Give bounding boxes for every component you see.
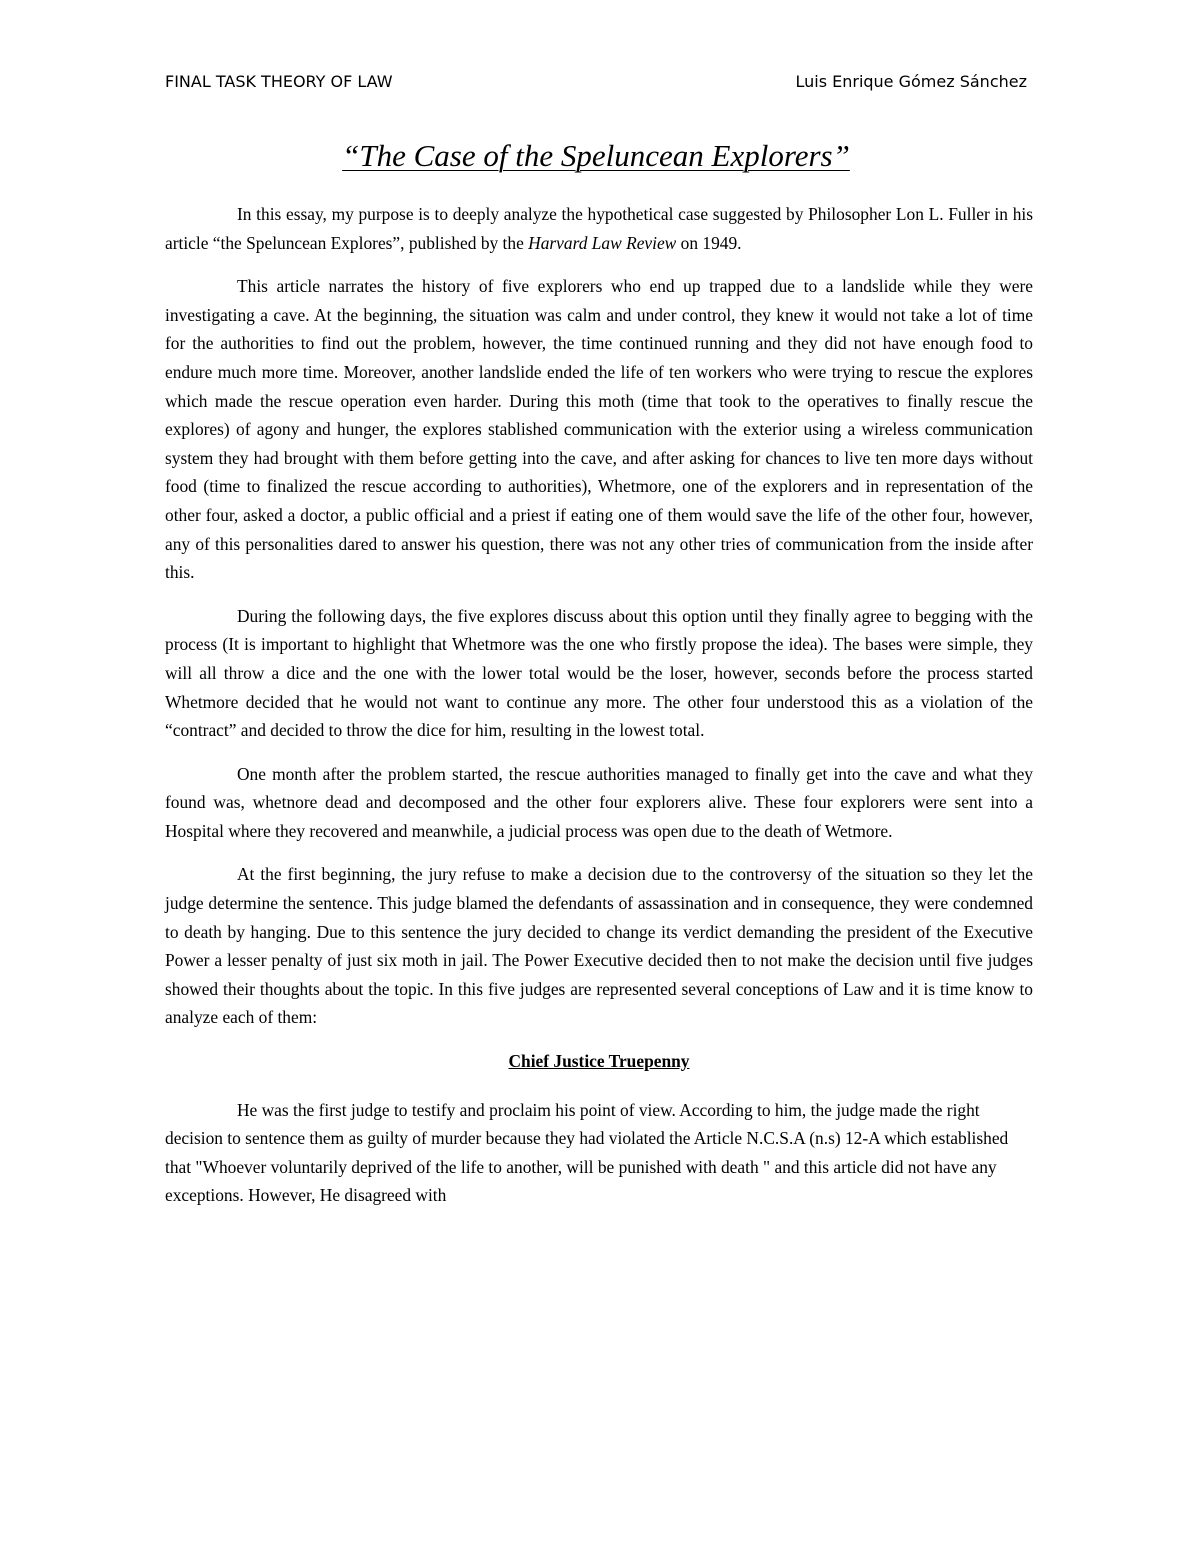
- intro-text-after: on 1949.: [676, 232, 742, 253]
- paragraph-dice: During the following days, the five explores discuss about this option until they finally agree to begging with the process (It is important to highlight that Whetmore was the one who firstly propose the idea). The bases were simple, they will all throw a dice and the one with the lower total would be the loser, however, seconds before the process started Whetmore decided that he would not want to continue any more. The other four understood this as a violation of the “contract” and decided to throw the dice for him, resulting in the lowest total.: [165, 605, 1033, 741]
- journal-name: Harvard Law Review: [528, 232, 677, 253]
- intro-paragraph: [165, 200, 1033, 257]
- paragraph-truepenny: He was the first judge to testify and proclaim his point of view. According to him, the judge made the right decision to sentence them as guilty of murder because they had violated the Article N.C.S.A (n.s) 12-A which established that "Whoever voluntarily deprived of the life to another, will be punished with death " and this article did not have any exceptions. However, He disagreed with: [165, 1099, 1009, 1206]
- paragraph-summary: This article narrates the history of five explorers who end up trapped due to a landslide while they were investigating a cave. At the beginning, the situation was calm and under control, they knew it would not take a lot of time for the authorities to find out the problem, however, the time continued running and they did not have enough food to endure much more time. Moreover, another landslide ended the life of ten workers who were trying to rescue the explores which made the rescue operation even harder. During this moth (time that took to the operatives to finally rescue the explores) of agony and hunger, the explores stablished communication with the exterior using a wireless communication system they had brought with them before getting into the cave, and after asking for chances to live ten more days without food (time to finalized the rescue according to authorities), Whetmore, one of the explorers and in representation of the other four, asked a doctor, a public official and a priest if eating one of them would save the life of the other four, however, any of this personalities dared to answer his question, there was not any other tries of communication from the inside after this.: [165, 276, 1033, 583]
- header-author-name: Luis Enrique Gómez Sánchez: [795, 72, 1027, 91]
- essay-title: “The Case of the Speluncean Explorers”: [342, 138, 850, 173]
- header-course-title: FINAL TASK THEORY OF LAW: [165, 72, 393, 91]
- paragraph-jury: At the first beginning, the jury refuse to make a decision due to the controversy of the situation so they let the judge determine the sentence. This judge blamed the defendants of assassination and in consequence, they were condemned to death by hanging. Due to this sentence the jury decided to change its verdict demanding the president of the Executive Power a lesser penalty of just six moth in jail. The Power Executive decided then to not make the decision until five judges showed their thoughts about the topic. In this five judges are represented several conceptions of Law and it is time know to analyze each of them:: [165, 864, 1033, 1028]
- section-heading-truepenny: Chief Justice Truepenny: [508, 1051, 690, 1072]
- page-header: [165, 72, 1027, 98]
- essay-body: [165, 200, 1033, 1225]
- paragraph-rescue: One month after the problem started, the rescue authorities managed to finally get into the cave and what they found was, whetnore dead and decomposed and the other four explorers alive. These four explorers were sent into a Hospital where they recovered and meanwhile, a judicial process was open due to the death of Wetmore.: [165, 763, 1033, 841]
- intro-text-before: In this essay, my purpose is to deeply analyze the hypothetical case suggested by Philosopher Lon L. Fuller in his article “the Speluncean Explores”, published by the: [165, 204, 1033, 253]
